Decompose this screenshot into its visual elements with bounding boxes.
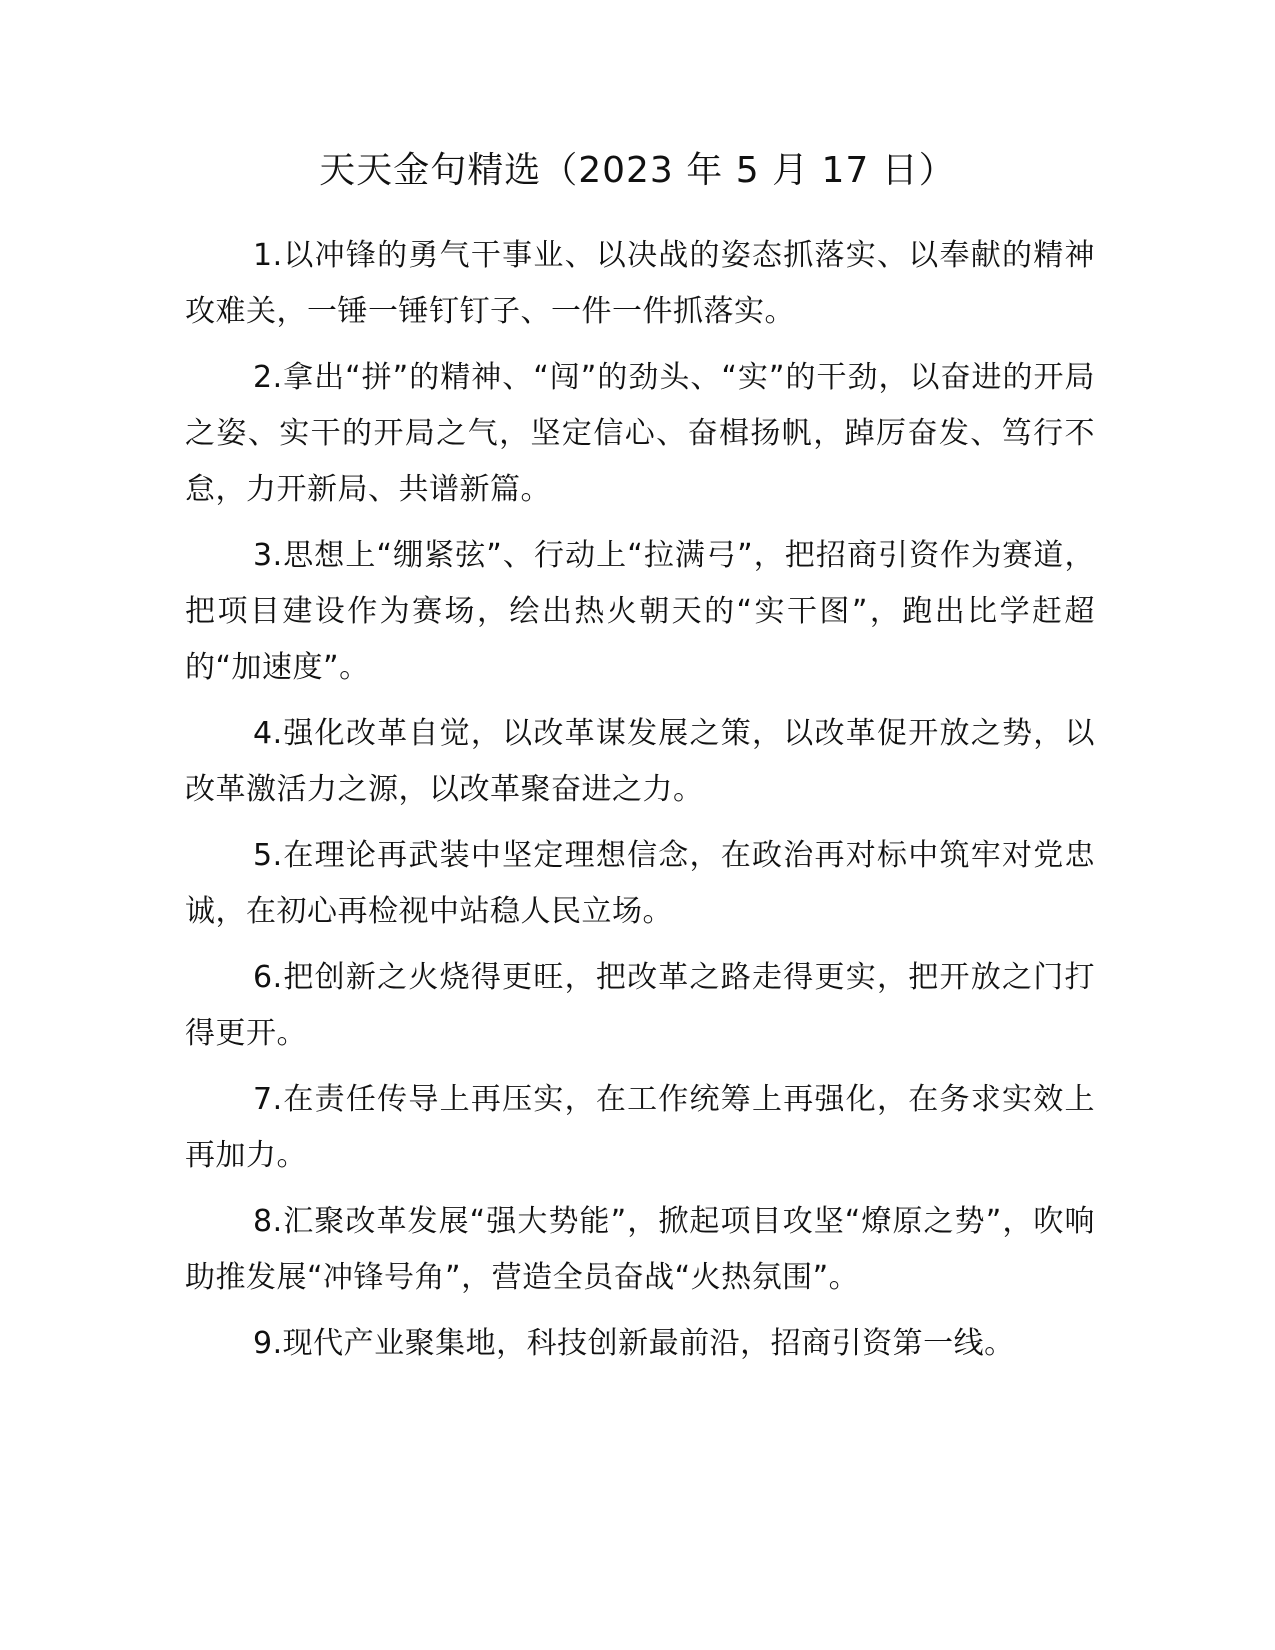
quote-item-8: 8.汇聚改革发展“强大势能”，掀起项目攻坚“燎原之势”，吹响助推发展“冲锋号角”，营造全员奋战“火热氛围”。 — [185, 1204, 1095, 1295]
quote-list — [185, 228, 1095, 1382]
quote-item-1: 1.以冲锋的勇气干事业、以决战的姿态抓落实、以奉献的精神攻难关，一锤一锤钉钉子、一件一件抓落实。 — [185, 238, 1095, 329]
quote-item-2: 2.拿出“拼”的精神、“闯”的劲头、“实”的干劲，以奋进的开局之姿、实干的开局之气，坚定信心、奋楫扬帆，踔厉奋发、笃行不怠，力开新局、共谱新篇。 — [185, 360, 1095, 507]
quote-item-7: 7.在责任传导上再压实，在工作统筹上再强化，在务求实效上再加力。 — [185, 1082, 1095, 1173]
quote-item-4: 4.强化改革自觉，以改革谋发展之策，以改革促开放之势，以改革激活力之源，以改革聚奋进之力。 — [185, 716, 1095, 807]
page-title: 天天金句精选（2023 年 5 月 17 日） — [319, 150, 956, 191]
quote-item-3: 3.思想上“绷紧弦”、行动上“拉满弓”，把招商引资作为赛道，把项目建设作为赛场，绘出热火朝天的“实干图”，跑出比学赶超的“加速度”。 — [185, 538, 1095, 685]
quote-item-9: 9.现代产业聚集地，科技创新最前沿，招商引资第一线。 — [253, 1326, 1015, 1361]
quote-item-6: 6.把创新之火烧得更旺，把改革之路走得更实，把开放之门打得更开。 — [185, 960, 1095, 1051]
quote-item-5: 5.在理论再武装中坚定理想信念，在政治再对标中筑牢对党忠诚，在初心再检视中站稳人民立场。 — [185, 838, 1095, 929]
